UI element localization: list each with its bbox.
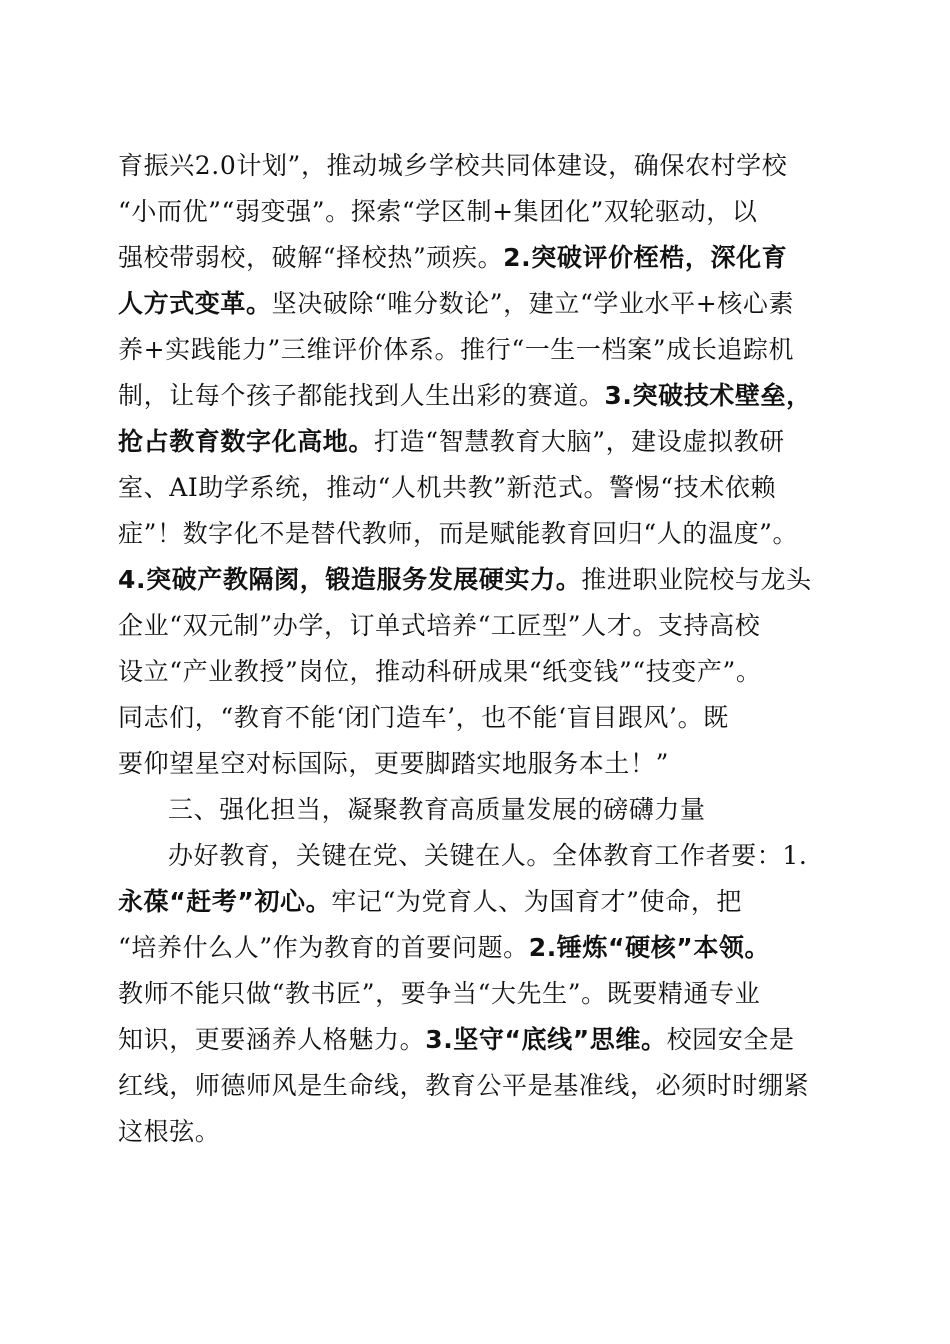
text-segment: 校园安全是 [666,1025,795,1054]
text-segment: 推进职业院校与龙头 [581,565,812,594]
bold-text-segment: 2.锤炼“硬核”本领。 [528,933,771,962]
text-line [118,741,832,787]
text-segment: 办好教育，关键在党、关键在人。全体教育工作者要：1. [168,841,808,870]
text-segment: 症”！数字化不是替代教师，而是赋能教育回归“人的温度”。 [118,519,799,548]
bold-text-segment: 永葆“赶考”初心。 [118,887,332,916]
text-segment: 三、强化担当，凝聚教育高质量发展的磅礴力量 [168,795,706,824]
text-line [118,1109,832,1155]
text-line [118,557,832,603]
text-segment: 制，让每个孩子都能找到人生出彩的赛道。 [118,381,605,410]
bold-text-segment: 2.突破评价桎梏，深化育 [503,243,788,272]
text-segment: 养+实践能力”三维评价体系。推行“一生一档案”成长追踪机 [118,335,795,364]
text-segment: “培养什么人”作为教育的首要问题。 [118,933,529,962]
text-line [118,649,832,695]
text-line [118,603,832,649]
text-line [118,143,832,189]
text-line [118,971,832,1017]
text-segment: 要仰望星空对标国际，更要脚踏实地服务本土！” [118,749,669,778]
bold-text-segment: 抢占教育数字化高地。 [118,427,375,456]
text-line [118,511,832,557]
text-segment: 企业“双元制”办学，订单式培养“工匠型”人才。支持高校 [118,611,761,640]
text-line [118,281,832,327]
text-segment: 设立“产业教授”岗位，推动科研成果“纸变钱”“技变产”。 [118,657,762,686]
bold-text-segment: 3.突破技术壁垒， [604,381,812,410]
text-segment: “小而优”“弱变强”。探索“学区制+集团化”双轮驱动，以 [118,197,758,226]
text-segment: 强校带弱校，破解“择校热”顽疾。 [118,243,504,272]
document-body [118,143,832,1155]
section-heading [118,787,832,833]
bold-text-segment: 人方式变革。 [118,289,272,318]
text-line [118,925,832,971]
text-line [118,419,832,465]
text-line [118,235,832,281]
text-segment: 这根弦。 [118,1117,221,1146]
bold-text-segment: 3.坚守“底线”思维。 [425,1025,667,1054]
text-segment: 打造“智慧教育大脑”，建设虚拟教研 [374,427,785,456]
text-line [118,327,832,373]
text-segment: 牢记“为党育人、为国育才”使命，把 [331,887,743,916]
text-segment: 同志们，“教育不能‘闭门造车’，也不能‘盲目跟风’。既 [118,703,729,732]
text-segment: 教师不能只做“教书匠”，要争当“大先生”。既要精通专业 [118,979,761,1008]
bold-text-segment: 4.突破产教隔阂，锻造服务发展硬实力。 [118,565,582,594]
text-line [118,879,832,925]
text-line [118,189,832,235]
text-line [118,833,832,879]
text-line [118,373,832,419]
text-line [118,465,832,511]
text-segment: 红线，师德师风是生命线，教育公平是基准线，必须时时绷紧 [118,1071,810,1100]
text-segment: 室、AI助学系统，推动“人机共教”新范式。警惕“技术依赖 [118,473,777,502]
text-line [118,1063,832,1109]
text-line [118,695,832,741]
text-segment: 坚决破除“唯分数论”，建立“学业水平+核心素 [271,289,795,318]
text-line [118,1017,832,1063]
text-segment: 育振兴2.0计划”，推动城乡学校共同体建设，确保农村学校 [118,151,788,180]
text-segment: 知识，更要涵养人格魅力。 [118,1025,426,1054]
